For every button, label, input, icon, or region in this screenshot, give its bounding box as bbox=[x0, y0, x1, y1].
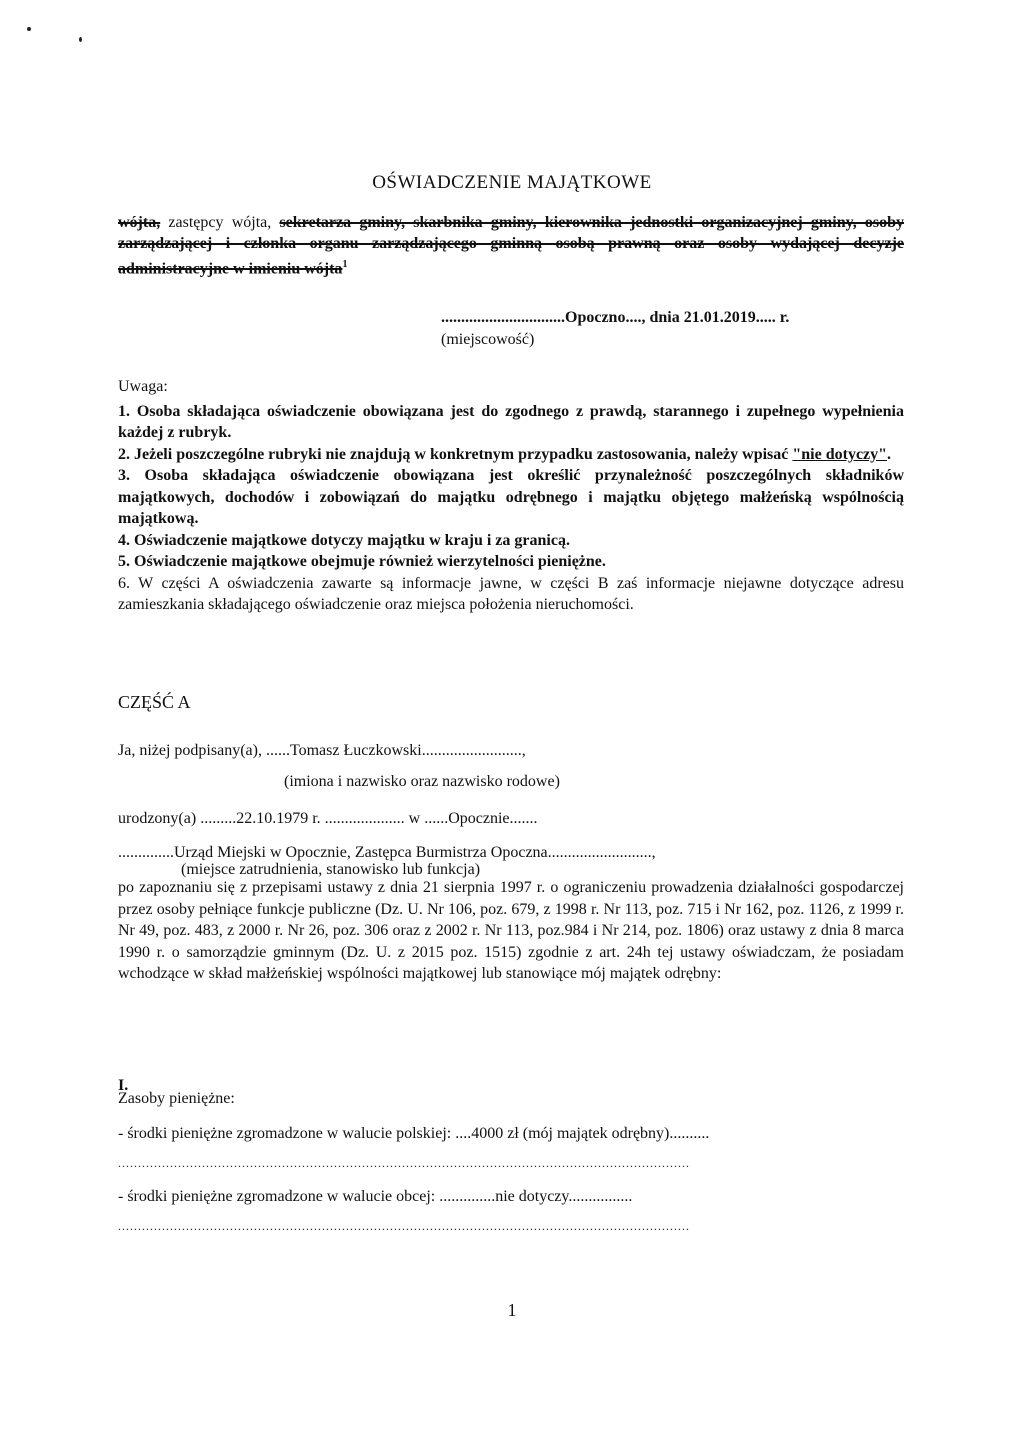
note-2-text: 2. Jeżeli poszczególne rubryki nie znajdują w konkretnym przypadku zastosowania, należy wpisać bbox=[118, 445, 789, 463]
section-1-number: I. bbox=[118, 1077, 129, 1094]
note-2-underlined: "nie dotyczy" bbox=[792, 445, 888, 463]
part-a-heading: CZĘŚĆ A bbox=[118, 692, 191, 712]
note-6: 6. W części A oświadczenia zawarte są informacje jawne, w części B zaś informacje niejawne dotyczące adresu zamieszkania składającego oświadczenie oraz miejsca położenia nieruchomości. bbox=[118, 574, 904, 613]
foreign-funds-continuation: ............................................................................................................................................... bbox=[118, 1219, 690, 1233]
role-struck-wojta: wójta, bbox=[118, 214, 161, 231]
pln-funds-continuation: ............................................................................................................................................... bbox=[118, 1156, 690, 1170]
role-description bbox=[118, 212, 904, 279]
note-3: 3. Osoba składająca oświadczenie obowiązana jest określić przynależność poszczególnych składników majątkowych, dochodów i zobowiązań do majątku odrębnego i majątku objętego małżeńską wspólnością majątkową. bbox=[118, 467, 904, 527]
declarant-line: Ja, niżej podpisany(a), ......Tomasz Łuczkowski........................., bbox=[118, 742, 526, 759]
page-number: 1 bbox=[507, 1300, 517, 1320]
document-title: OŚWIADCZENIE MAJĄTKOWE bbox=[372, 172, 652, 193]
role-selected-zastepca: zastępcy wójta, bbox=[168, 214, 272, 231]
note-5: 5. Oświadczenie majątkowe obejmuje również wierzytelności pieniężne. bbox=[118, 553, 606, 570]
section-1-heading: Zasoby pieniężne: bbox=[118, 1090, 235, 1107]
legal-paragraph: po zapoznaniu się z przepisami ustawy z dnia 21 sierpnia 1997 r. o ograniczeniu prowadzenia działalności gospodarczej przez osoby pełniące funkcje publiczne (Dz. U. Nr 106, poz. 679, z 1998 r. Nr 113, poz. 715 i Nr 162, poz. 1126, z 1999 r. Nr 49, poz. 483, z 2000 r. Nr 26, poz. 306 oraz z 2002 r. Nr 113, poz.984 i Nr 214, poz. 1806) oraz ustawy z dnia 8 marca 1990 r. o samorządzie gminnym (Dz. U. z 2015 poz. 1515) zgodnie z art. 24h tej ustawy oświadczam, że posiadam wchodzące w skład małżeńskiej wspólności majątkowej lub stanowiące mój majątek odrębny: bbox=[118, 879, 904, 982]
foreign-funds-line: - środki pieniężne zgromadzone w walucie obcej: ..............nie dotyczy................ bbox=[118, 1188, 633, 1205]
scan-speck bbox=[79, 37, 82, 42]
notes-heading: Uwaga: bbox=[118, 378, 168, 395]
note-1: 1. Osoba składająca oświadczenie obowiązana jest do zgodnego z prawdą, starannego i zupełnego wypełnienia każdej z rubryk. bbox=[118, 402, 904, 441]
scan-speck bbox=[27, 27, 31, 31]
employment-caption: (miejsce zatrudnienia, stanowisko lub funkcja) bbox=[181, 861, 481, 878]
notes-section bbox=[118, 376, 904, 616]
note-2 bbox=[118, 444, 904, 466]
declarant-caption: (imiona i nazwisko oraz nazwisko rodowe) bbox=[284, 773, 560, 790]
footnote-mark: 1 bbox=[342, 259, 348, 270]
role-struck-rest: sekretarza gminy, skarbnika gminy, kierownika jednostki organizacyjnej gminy, osoby zarządzającej i członka organu zarządzającego gminną osobą prawną oraz osoby wydającej decyzje administracyjne w imieniu wójta bbox=[118, 214, 905, 278]
note-2-end: . bbox=[887, 445, 892, 463]
note-4: 4. Oświadczenie majątkowe dotyczy majątku w kraju i za granicą. bbox=[118, 531, 570, 549]
pln-funds-line: - środki pieniężne zgromadzone w walucie polskiej: ....4000 zł (mój majątek odrębny).......... bbox=[118, 1125, 710, 1142]
place-caption: (miejscowość) bbox=[441, 331, 535, 348]
birth-line: urodzony(a) .........22.10.1979 r. .................... w ......Opocznie....... bbox=[118, 810, 538, 827]
place-date-line: ...............................Opoczno...., dnia 21.01.2019..... r. bbox=[441, 309, 790, 326]
employment-line: ..............Urząd Miejski w Opocznie, Zastępca Burmistrza Opoczna.........................., bbox=[118, 844, 656, 861]
